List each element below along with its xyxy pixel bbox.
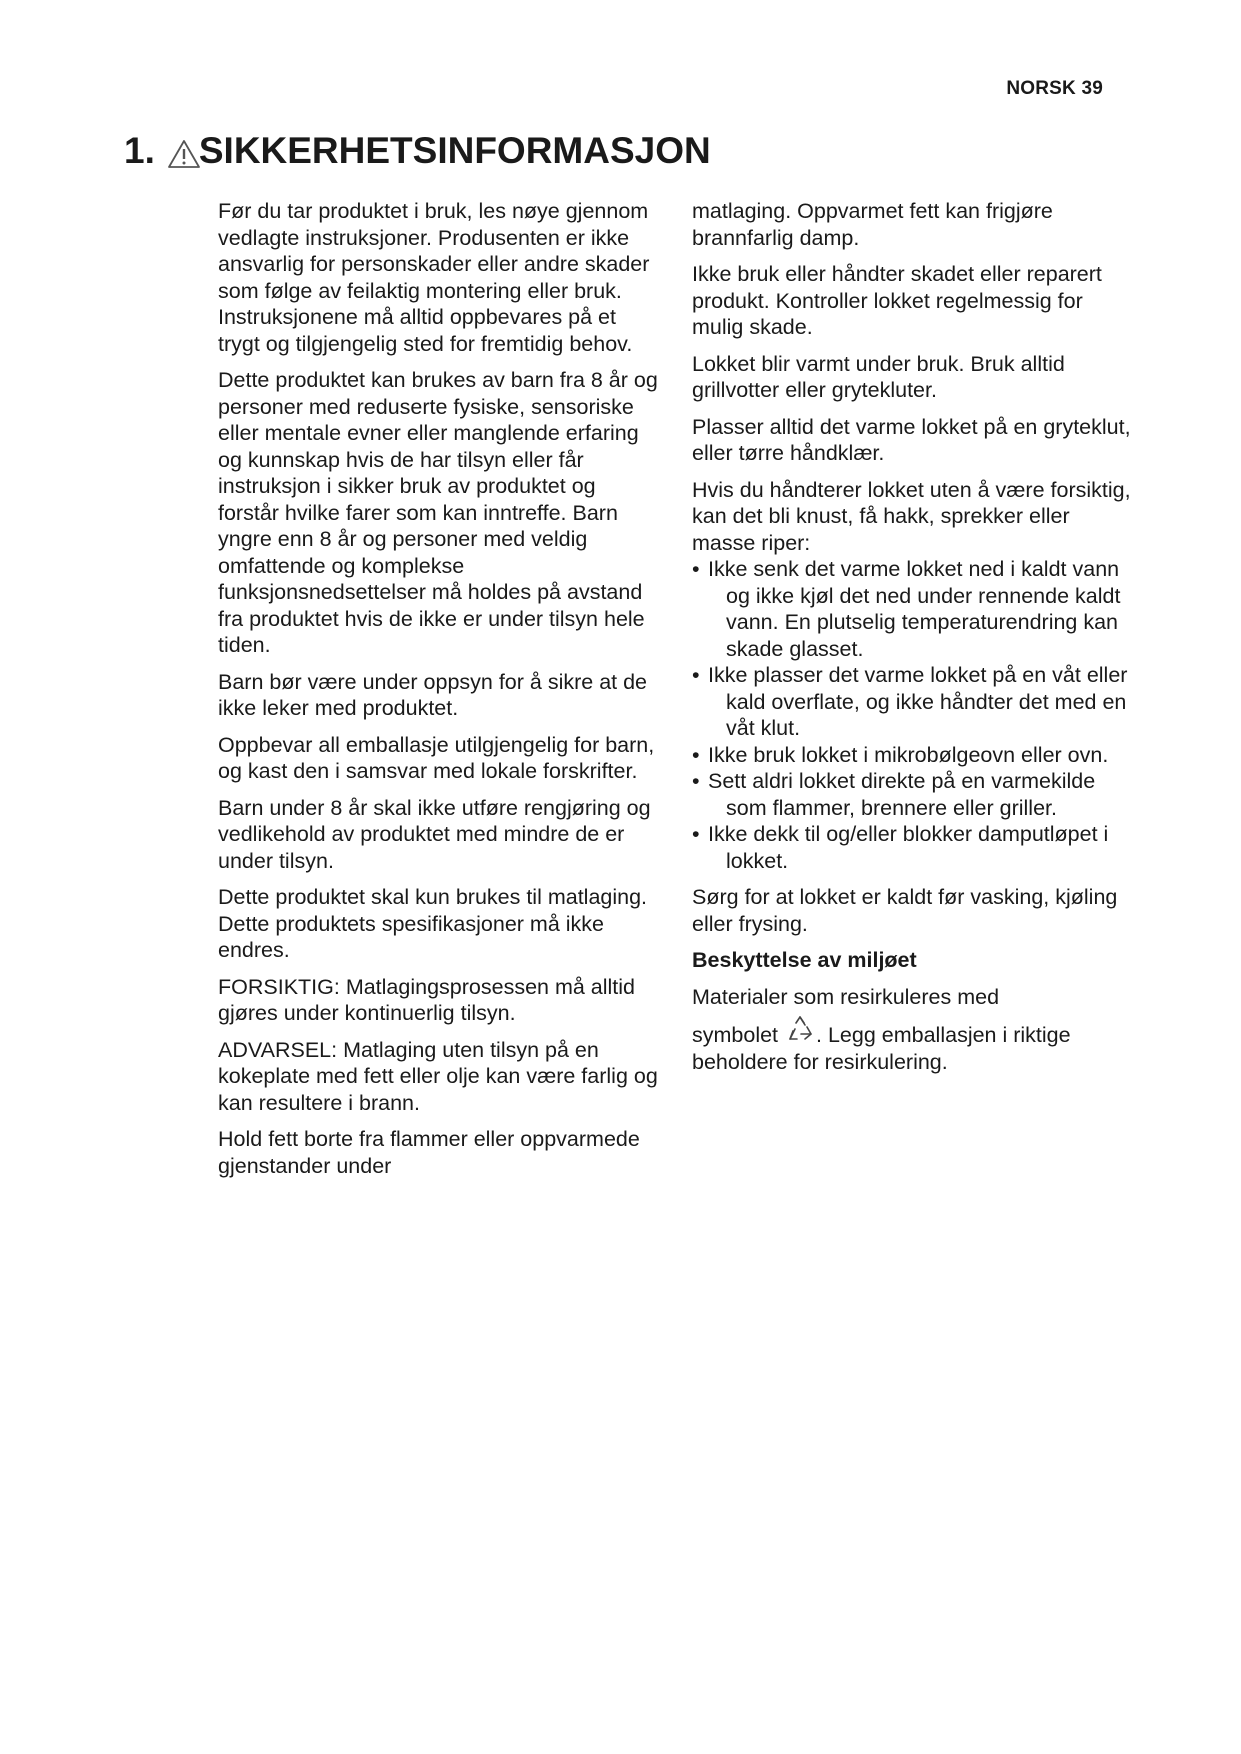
list-item xyxy=(692,742,1132,769)
warning-paragraph: ADVARSEL: Matlaging uten tilsyn på en kokeplate med fett eller olje kan være farlig og kan resultere i brann. xyxy=(218,1037,658,1115)
bullet-marker: • xyxy=(692,769,700,793)
paragraph: Hold fett borte fra flammer eller oppvarmede gjenstander under xyxy=(218,1127,640,1178)
left-column xyxy=(218,198,658,1189)
warning-triangle-icon xyxy=(167,137,201,169)
list-item-text: Sett aldri lokket direkte på en varmekilde som flammer, brennere eller griller. xyxy=(708,769,1096,820)
paragraph: Ikke bruk eller håndter skadet eller reparert produkt. Kontroller lokket regelmessig for mulig skade. xyxy=(692,262,1102,339)
env-paragraph xyxy=(692,1014,1132,1075)
caution-paragraph: FORSIKTIG: Matlagingsprosessen må alltid gjøres under kontinuerlig tilsyn. xyxy=(218,974,636,1025)
paragraph: Oppbevar all emballasje utilgjengelig for barn, og kast den i samsvar med lokale forskrifter. xyxy=(218,732,655,783)
right-column xyxy=(692,198,1132,1085)
paragraph: Barn under 8 år skal ikke utføre rengjøring og vedlikehold av produktet med mindre de er under tilsyn. xyxy=(218,795,651,873)
paragraph: Hvis du håndterer lokket uten å være forsiktig, kan det bli knust, få hakk, sprekker eller masse riper: xyxy=(692,477,1131,555)
list-item xyxy=(692,556,1132,662)
bullet-marker: • xyxy=(692,663,700,687)
section-number: 1. xyxy=(124,130,155,171)
paragraph: Dette produktet kan brukes av barn fra 8 år og personer med reduserte fysiske, sensoriske eller mentale evner eller manglende erfaring og kunnskap hvis de har tilsyn eller får instruksjon i sikker bruk av produktet og forstår hvilke farer som kan inntreffe. Barn yngre enn 8 år og personer med veldig omfattende og komplekse funksjonsnedsettelser må holdes på avstand fra produktet hvis de ikke er under tilsyn hele tiden. xyxy=(218,368,658,657)
page-header: NORSK 39 xyxy=(1006,78,1103,99)
paragraph: Barn bør være under oppsyn for å sikre at de ikke leker med produktet. xyxy=(218,669,648,720)
paragraph: Før du tar produktet i bruk, les nøye gjennom vedlagte instruksjoner. Produsenten er ikke ansvarlig for personskader eller andre skader som følge av feilaktig montering eller bruk. Instruksjonene må alltid oppbevares på et trygt og tilgjengelig sted for fremtidig behov. xyxy=(218,199,650,356)
paragraph: Dette produktet skal kun brukes til matlaging. Dette produktets spesifikasjoner må ikke endres. xyxy=(218,885,648,962)
list-item xyxy=(692,821,1132,874)
recycle-icon xyxy=(784,1014,816,1044)
env-text-before: symbolet xyxy=(692,1023,779,1047)
list-item xyxy=(692,768,1132,821)
paragraph: Lokket blir varmt under bruk. Bruk alltid grillvotter eller grytekluter. xyxy=(692,351,1065,402)
list-item-text: Ikke senk det varme lokket ned i kaldt vann og ikke kjøl det ned under rennende kaldt vann. En plutselig temperaturendring kan skade glasset. xyxy=(708,557,1121,661)
bullet-marker: • xyxy=(692,557,700,581)
paragraph: matlaging. Oppvarmet fett kan frigjøre brannfarlig damp. xyxy=(692,199,1053,250)
paragraph: Plasser alltid det varme lokket på en gryteklut, eller tørre håndklær. xyxy=(692,414,1131,465)
env-text-after: . Legg emballasjen i riktige beholdere for resirkulering. xyxy=(692,1023,1071,1074)
list-item-text: Ikke plasser det varme lokket på en våt eller kald overflate, og ikke håndter det med en våt klut. xyxy=(708,663,1128,740)
list-item-text: Ikke bruk lokket i mikrobølgeovn eller ovn. xyxy=(708,742,1109,767)
section-title-text: SIKKERHETSINFORMASJON xyxy=(198,130,711,171)
section-title xyxy=(124,130,711,172)
env-paragraph-line1: Materialer som resirkuleres med xyxy=(692,984,1000,1009)
paragraph: Sørg for at lokket er kaldt før vasking, kjøling eller frysing. xyxy=(692,885,1118,936)
bullet-marker: • xyxy=(692,742,700,767)
list-item xyxy=(692,662,1132,742)
subheading: Beskyttelse av miljøet xyxy=(692,948,917,972)
list-item-text: Ikke dekk til og/eller blokker damputløpet i lokket. xyxy=(708,822,1109,873)
bullet-list xyxy=(692,556,1132,874)
bullet-marker: • xyxy=(692,822,700,846)
